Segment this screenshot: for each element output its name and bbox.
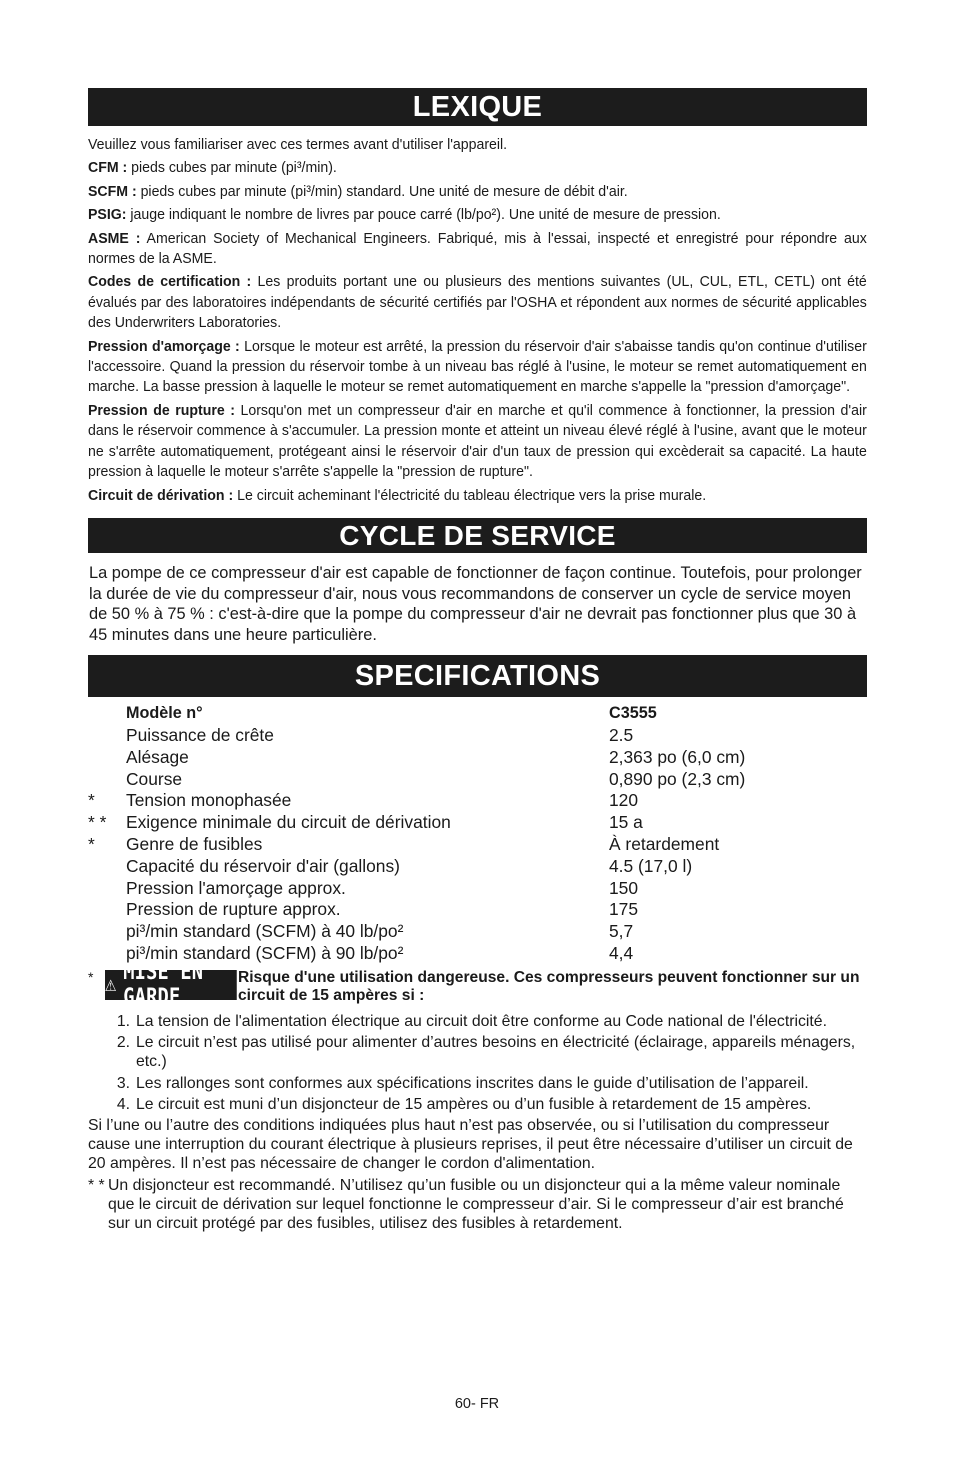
spec-value: 5,7 <box>609 921 634 942</box>
lexique-heading: LEXIQUE <box>88 88 867 126</box>
spec-value: 15 a <box>609 812 643 833</box>
term-pression-rupture: Pression de rupture : Lorsqu'on met un compresseur d'air en marche et qu'il commence à fonctionner, la pression d'air dans le réservoir commence à s'accumuler. La pression monte et atteint un niveau élevé réglé à l'usine, avant que le moteur ne s'arrête automatiquement, protégeant ainsi le réservoir d'air d'un taux de pression qui excèderait sa capacité. La haute pression à laquelle le moteur s'arrête s'appelle la "pression de rupture". <box>88 401 867 481</box>
term-scfm: SCFM : pieds cubes par minute (pi³/min) standard. Une unité de mesure de débit d'air. <box>88 182 628 200</box>
spec-row <box>88 769 867 791</box>
spec-label: Course <box>126 768 183 789</box>
spec-value: 2.5 <box>609 725 634 746</box>
note-disjoncteur: * * Un disjoncteur est recommandé. N’utilisez qu’un fusible ou un disjoncteur qui a la même valeur nominale que le circuit de dérivation sur lequel fonctionne le compresseur d’air. Si le compresseur d’air est branché sur un circuit protégé par des fusibles, utilisez des fusibles à retardement. <box>88 1176 844 1233</box>
term-pression-amorcage: Pression d'amorçage : Lorsque le moteur est arrêté, la pression du réservoir d'air s'abaisse tandis qu'on continue d'utiliser l'accessoire. Quand la pression du réservoir tombe à un niveau bas réglé à l'usine, le moteur se remet automatiquement en marche. La basse pression à laquelle le moteur se remet automatiquement en marche s'appelle la "pression d'amorçage". <box>88 337 867 396</box>
spec-value: 150 <box>609 877 639 898</box>
list-item: 3. Les rallonges sont conformes aux spécifications inscrites dans le guide d’utilisation de l’appareil. <box>116 1074 809 1092</box>
spec-row <box>88 725 867 747</box>
spec-value: 175 <box>609 899 639 920</box>
lexique-section <box>88 135 867 506</box>
warning-text: Risque d'une utilisation dangereuse. Ces compresseurs peuvent fonctionner sur un circuit de 15 ampères si : <box>237 968 860 1005</box>
spec-label: Exigence minimale du circuit de dérivation <box>126 812 451 833</box>
spec-value: 4,4 <box>609 943 634 964</box>
warning-asterisk: * <box>88 968 94 985</box>
cycle-heading: CYCLE DE SERVICE <box>88 518 867 553</box>
lexique-intro: Veuillez vous familiariser avec ces termes avant d'utiliser l'appareil. <box>88 136 508 153</box>
spec-value: À retardement <box>609 834 720 855</box>
warning-triangle-icon: ⚠ <box>105 972 117 998</box>
warning-badge-label: MISE EN GARDE <box>123 959 204 1010</box>
term-circuit-derivation: Circuit de dérivation : Le circuit acheminant l'électricité du tableau électrique vers la prise murale. <box>88 486 707 504</box>
cycle-section <box>88 563 867 645</box>
term-asme: ASME : American Society of Mechanical Engineers. Fabriqué, mis à l'essai, inspecté et enregistré pour répondre aux normes de la ASME. <box>88 229 867 268</box>
cycle-text: La pompe de ce compresseur d'air est capable de fonctionner de façon continue. Toutefois, pour prolonger la durée de vie du compresseur d'air, nous vous recommandons de conserver un cycle de service moyen de 50 % à 75 % : c'est-à-dire que la pompe du compresseur d'air ne devrait pas fonctionner plus que 30 à 45 minutes dans une heure particulière. <box>89 563 862 644</box>
list-item: 1. La tension de l'alimentation électrique au circuit doit être conforme au Code national de l'électricité. <box>116 1013 827 1031</box>
spec-label: Pression de rupture approx. <box>126 899 341 920</box>
spec-row <box>88 899 867 921</box>
page-content <box>88 88 867 1233</box>
spec-value: 0,890 po (2,3 cm) <box>609 768 746 789</box>
warning-block <box>88 959 867 1010</box>
spec-label: Pression l'amorçage approx. <box>126 877 346 898</box>
specs-heading: SPECIFICATIONS <box>88 655 867 697</box>
spec-row: * Tension monophasée 120 <box>88 790 867 812</box>
spec-row <box>88 921 867 943</box>
spec-label: Capacité du réservoir d'air (gallons) <box>126 855 400 876</box>
spec-value: 120 <box>609 790 639 811</box>
specs-table <box>88 703 867 965</box>
spec-header-row <box>88 703 867 725</box>
list-item: 4. Le circuit est muni d’un disjoncteur de 15 ampères ou d’un fusible à retardement de 15 ampères. <box>116 1095 812 1113</box>
spec-value: C3555 <box>609 704 657 723</box>
conditions-list <box>88 1012 867 1114</box>
term-psig: PSIG: jauge indiquant le nombre de livres par pouce carré (lb/po²). Une unité de mesure de pression. <box>88 206 721 224</box>
term-cfm: CFM : pieds cubes par minute (pi³/min). <box>88 159 337 177</box>
spec-value: 4.5 (17,0 l) <box>609 855 693 876</box>
spec-label: Puissance de crête <box>126 725 274 746</box>
spec-row: * Genre de fusibles À retardement <box>88 834 867 856</box>
spec-row <box>88 747 867 769</box>
warning-badge <box>105 959 237 1010</box>
page-number: 60- FR <box>454 1396 500 1412</box>
spec-row <box>88 878 867 900</box>
spec-label: Modèle n° <box>126 704 203 723</box>
term-certification: Codes de certification : Les produits portant une ou plusieurs des mentions suivantes (UL, CUL, ETL, CETL) ont été évalués par des laboratoires indépendants de sécurité certifiés par l'OSHA et répondent aux normes de sécurité applicables des Underwriters Laboratories. <box>88 273 867 332</box>
spec-label: Alésage <box>126 746 189 767</box>
spec-label: Genre de fusibles <box>126 834 263 855</box>
spec-label: Tension monophasée <box>126 790 292 811</box>
spec-label: pi³/min standard (SCFM) à 90 lb/po² <box>126 943 404 964</box>
spec-row <box>88 856 867 878</box>
note-20-amp: Si l’une ou l’autre des conditions indiquées plus haut n’est pas observée, ou si l’utilisation du compresseur cause une interruption du courant électrique à plusieurs reprises, il peut être nécessaire d’utiliser un circuit de 20 ampères. Il n’est pas nécessaire de changer le cordon d'alimentation. <box>88 1117 853 1173</box>
spec-value: 2,363 po (6,0 cm) <box>609 746 746 767</box>
spec-row: * * Exigence minimale du circuit de dérivation 15 a <box>88 812 867 834</box>
spec-label: pi³/min standard (SCFM) à 40 lb/po² <box>126 921 404 942</box>
list-item: 2. Le circuit n’est pas utilisé pour alimenter d’autres besoins en électricité (éclairage, appareils ménagers, etc.) <box>116 1034 856 1071</box>
